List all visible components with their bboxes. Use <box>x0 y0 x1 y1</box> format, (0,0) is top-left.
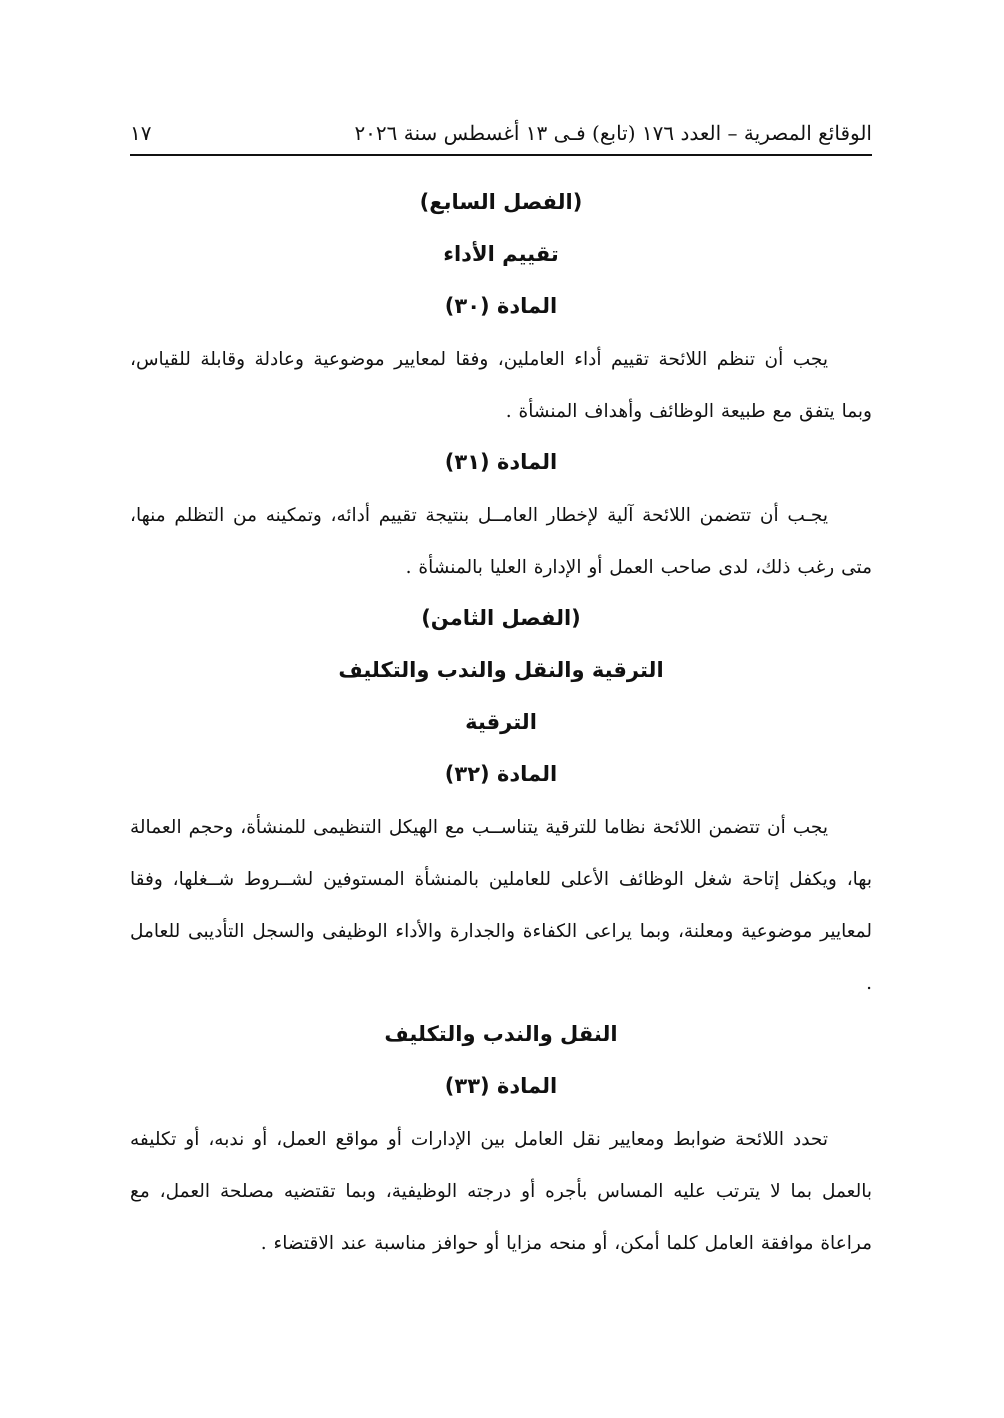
page-number: ١٧ <box>130 121 152 145</box>
chapter-7-title: (الفصل السابع) <box>419 190 583 214</box>
running-title: الوقائع المصرية – العدد ١٧٦ (تابع) فـى ١٣ أغسطس سنة ٢٠٢٦ <box>354 121 872 145</box>
article-31-title: المادة (٣١) <box>444 450 558 474</box>
chapter-8-title: (الفصل الثامن) <box>421 606 581 630</box>
article-30-text: يجب أن تنظم اللائحة تقييم أداء العاملين، وفقا لمعايير موضوعية وعادلة وقابلة للقياس، وبما يتفق مع طبيعة الوظائف وأهداف المنشأة . <box>130 349 872 422</box>
article-33-text: تحدد اللائحة ضوابط ومعايير نقل العامل بين الإدارات أو مواقع العمل، أو ندبه، أو تكليفه بالعمل بما لا يترتب عليه المساس بأجره أو درجته الوظيفية، وبما تقتضيه مصلحة العمل، مع مراعاة موافقة العامل كلما أمكن، أو منحه مزايا أو حوافز مناسبة عند الاقتضاء . <box>130 1129 872 1254</box>
article-30-title: المادة (٣٠) <box>444 294 558 318</box>
article-32-title: المادة (٣٢) <box>444 762 558 786</box>
article-32-text: يجب أن تتضمن اللائحة نظاما للترقية يتناســب مع الهيكل التنظيمى للمنشأة، وحجم العمالة بها، ويكفل إتاحة شغل الوظائف الأعلى للعاملين بالمنشأة المستوفين لشــروط شــغلها، وفقا لمعايير موضوعية ومعلنة، وبما يراعى الكفاءة والجدارة والأداء الوظيفى والسجل التأديبى للعامل . <box>130 817 872 994</box>
transfer-heading: النقل والندب والتكليف <box>384 1022 618 1046</box>
chapter-8-subtitle: الترقية والنقل والندب والتكليف <box>338 658 664 682</box>
promotion-heading: الترقية <box>465 710 537 734</box>
gazette-page <box>130 0 872 1418</box>
article-31-text: يجـب أن تتضمن اللائحة آلية لإخطار العامــل بنتيجة تقييم أدائه، وتمكينه من التظلم منها، متى رغب ذلك، لدى صاحب العمل أو الإدارة العليا بالمنشأة . <box>130 505 872 578</box>
running-header <box>130 114 872 152</box>
document-body <box>130 178 872 1270</box>
header-rule <box>130 154 872 156</box>
article-33-title: المادة (٣٣) <box>444 1074 558 1098</box>
chapter-7-subtitle: تقييم الأداء <box>443 242 559 266</box>
